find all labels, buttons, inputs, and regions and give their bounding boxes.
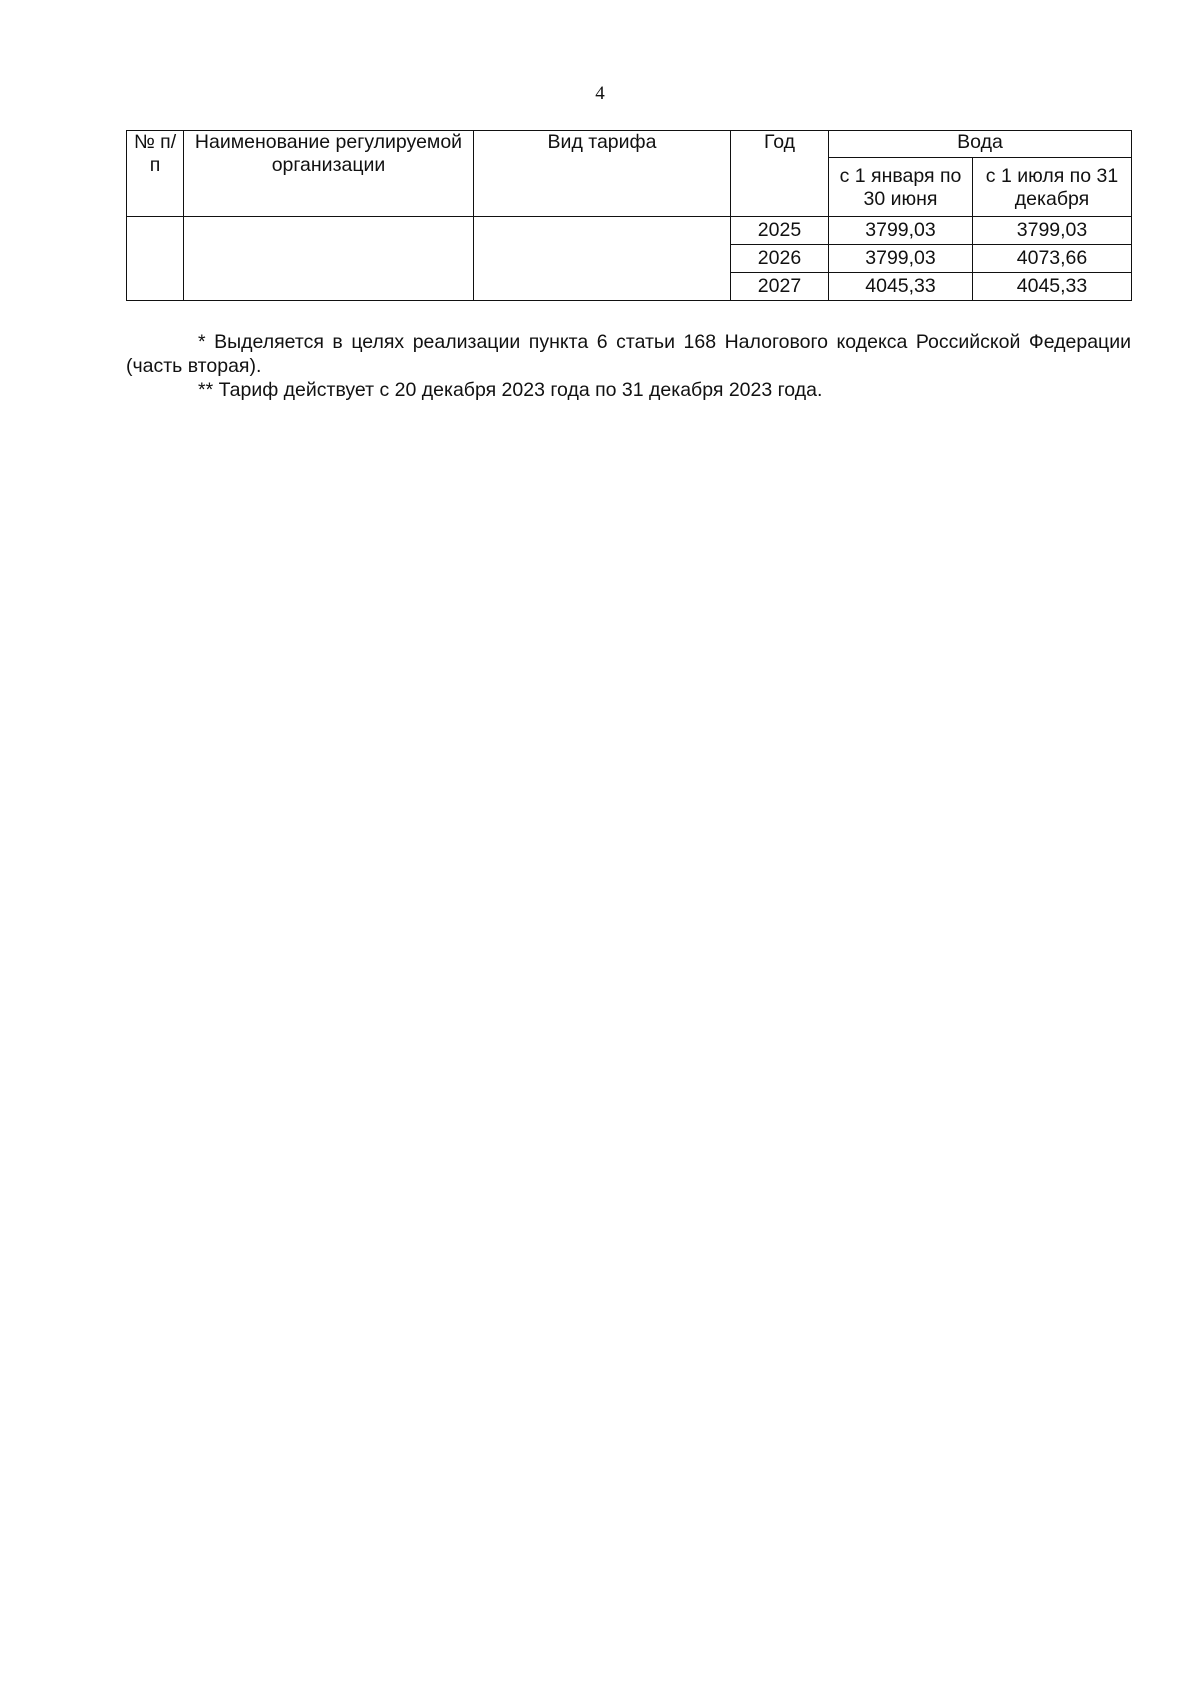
header-period-1: с 1 января по 30 июня — [829, 158, 973, 217]
header-org: Наименование регулируемой организации — [184, 131, 474, 217]
header-water: Вода — [829, 131, 1132, 158]
cell-year: 2027 — [731, 273, 829, 301]
cell-org-empty — [184, 217, 474, 301]
cell-period-1: 3799,03 — [829, 245, 973, 273]
table-row — [127, 217, 1132, 245]
cell-period-1: 4045,33 — [829, 273, 973, 301]
footnote-2: ** Тариф действует с 20 декабря 2023 года по 31 декабря 2023 года. — [198, 379, 823, 401]
table-header-row — [127, 131, 1132, 158]
cell-period-2: 4045,33 — [973, 273, 1132, 301]
header-tariff-type: Вид тарифа — [474, 131, 731, 217]
cell-tariff-type-empty — [474, 217, 731, 301]
header-period-2: с 1 июля по 31 декабря — [973, 158, 1132, 217]
tariff-table — [126, 130, 1132, 301]
cell-year: 2026 — [731, 245, 829, 273]
footnotes — [126, 330, 1131, 402]
cell-period-1: 3799,03 — [829, 217, 973, 245]
cell-num-empty — [127, 217, 184, 301]
cell-year: 2025 — [731, 217, 829, 245]
header-num: № п/п — [127, 131, 184, 217]
header-year: Год — [731, 131, 829, 217]
page-number: 4 — [595, 83, 605, 104]
cell-period-2: 4073,66 — [973, 245, 1132, 273]
footnote-1: * Выделяется в целях реализации пункта 6 статьи 168 Налогового кодекса Российской Федерации (часть вторая). — [126, 331, 1131, 377]
cell-period-2: 3799,03 — [973, 217, 1132, 245]
